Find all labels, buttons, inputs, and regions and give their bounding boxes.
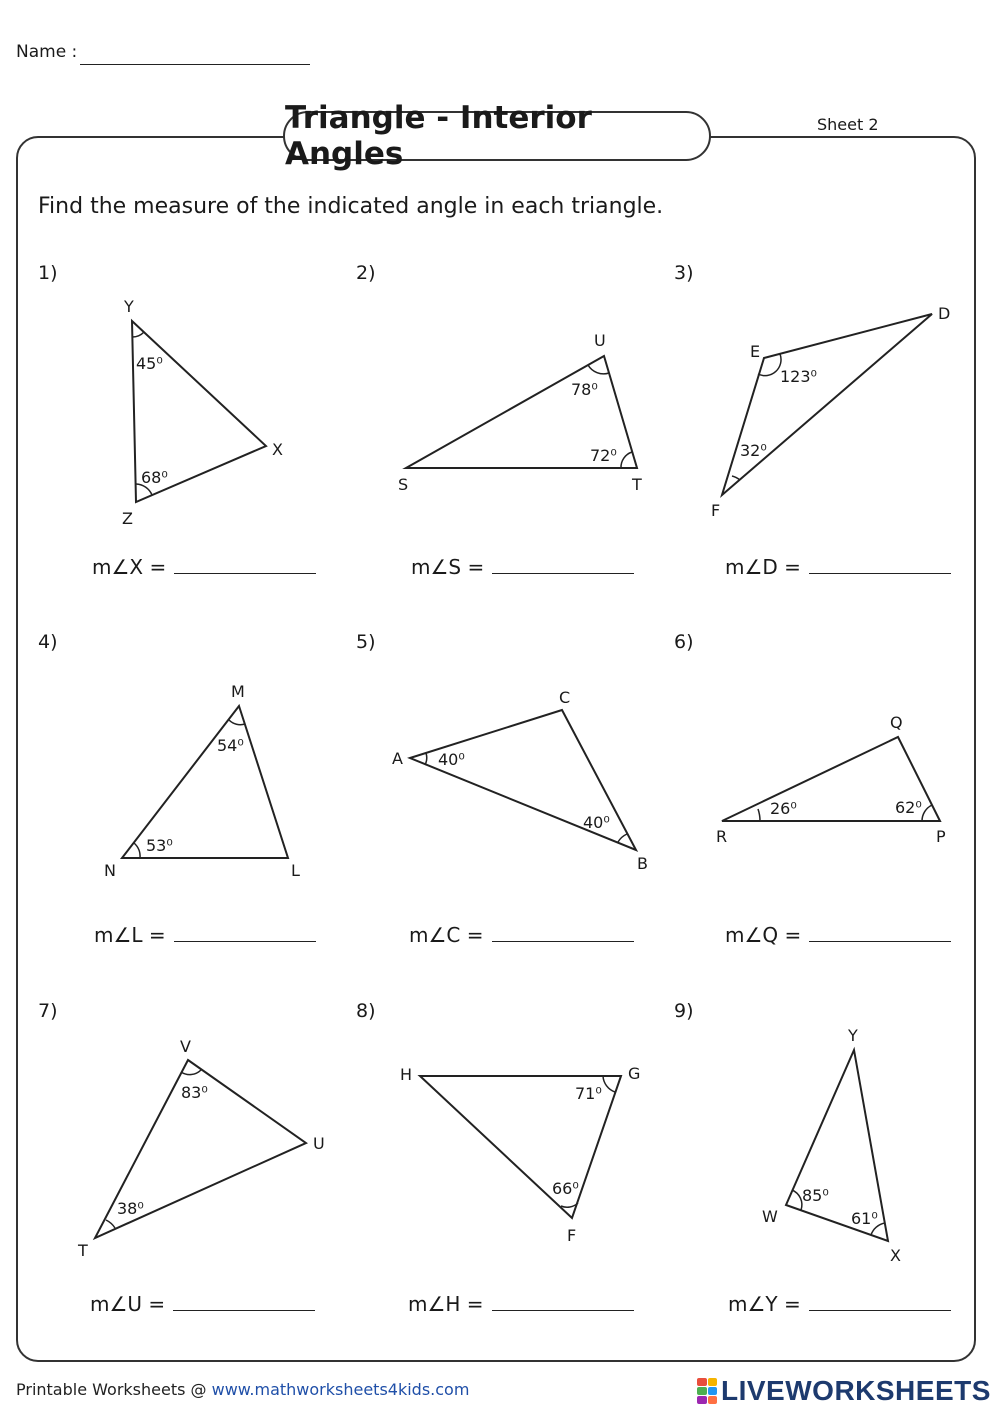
answer-blank[interactable]	[492, 940, 634, 942]
vertex-label: F	[567, 1226, 577, 1245]
vertex-label: U	[313, 1134, 325, 1153]
footer-url-link[interactable]: www.mathworksheets4kids.com	[211, 1380, 470, 1399]
angle-arc	[621, 452, 632, 468]
angle-arc	[618, 834, 627, 842]
answer-row	[725, 923, 951, 947]
answer-blank[interactable]	[809, 940, 951, 942]
vertex-label: B	[637, 854, 648, 873]
answer-label: m∠D =	[725, 555, 801, 579]
angle-arc	[134, 843, 140, 858]
vertex-label: U	[594, 331, 606, 350]
name-label: Name :	[16, 42, 78, 62]
triangle-figure	[356, 1000, 676, 1300]
liveworksheets-logo	[697, 1374, 991, 1408]
problem-number: 7)	[38, 1000, 58, 1022]
problem-3	[674, 262, 994, 627]
vertex-label: T	[632, 475, 642, 494]
footer-credit	[16, 1380, 469, 1399]
problem-number: 3)	[674, 262, 694, 284]
vertex-label: F	[711, 501, 721, 520]
answer-blank[interactable]	[492, 1309, 634, 1311]
vertex-label: X	[890, 1246, 901, 1265]
vertex-label: R	[716, 827, 728, 846]
vertex-label: V	[180, 1037, 191, 1056]
problem-7	[38, 1000, 358, 1365]
answer-blank[interactable]	[809, 572, 951, 574]
vertex-label: D	[938, 304, 951, 323]
answer-blank[interactable]	[174, 940, 316, 942]
angle-arc	[732, 476, 740, 480]
angle-label: 32⁰	[740, 441, 767, 460]
logo-text: LIVEWORKSHEETS	[721, 1375, 991, 1406]
angle-arc	[132, 332, 144, 337]
problem-4	[38, 631, 358, 996]
angle-label: 54⁰	[217, 736, 244, 755]
answer-label: m∠U =	[90, 1292, 166, 1316]
answer-label: m∠L =	[94, 923, 166, 947]
angle-label: 78⁰	[571, 380, 598, 399]
logo-icon	[697, 1378, 717, 1404]
vertex-label: Y	[848, 1026, 858, 1045]
angle-label: 45⁰	[136, 354, 163, 373]
problem-2	[356, 262, 676, 627]
answer-blank[interactable]	[174, 572, 316, 574]
triangle-figure	[674, 1000, 994, 1300]
angle-label: 85⁰	[802, 1186, 829, 1205]
angle-label: 71⁰	[575, 1084, 602, 1103]
triangle-figure	[38, 631, 358, 931]
angle-label: 72⁰	[590, 446, 617, 465]
page-title: Triangle - Interior Angles	[283, 111, 711, 161]
answer-blank[interactable]	[173, 1309, 315, 1311]
vertex-label: L	[291, 861, 300, 880]
problem-6	[674, 631, 994, 996]
answer-label: m∠S =	[411, 555, 485, 579]
triangle-figure	[356, 631, 676, 931]
vertex-label: P	[936, 827, 946, 846]
sheet-label: Sheet 2	[817, 115, 879, 134]
answer-row	[92, 555, 316, 579]
problem-number: 8)	[356, 1000, 376, 1022]
problem-8	[356, 1000, 676, 1365]
problem-number: 2)	[356, 262, 376, 284]
vertex-label: M	[231, 682, 245, 701]
vertex-label: N	[104, 861, 116, 880]
problem-number: 6)	[674, 631, 694, 653]
angle-label: 62⁰	[895, 798, 922, 817]
vertex-label: A	[392, 749, 403, 768]
vertex-label: Y	[124, 297, 134, 316]
vertex-label: X	[272, 440, 283, 459]
vertex-label: W	[762, 1207, 778, 1226]
answer-label: m∠C =	[409, 923, 484, 947]
answer-row	[94, 923, 316, 947]
answer-row	[411, 555, 634, 579]
angle-arc	[603, 1076, 615, 1092]
problem-9	[674, 1000, 994, 1365]
vertex-label: G	[628, 1064, 641, 1083]
angle-arc	[425, 753, 427, 765]
angle-arc	[106, 1220, 115, 1228]
angle-arc	[758, 809, 760, 821]
problem-number: 9)	[674, 1000, 694, 1022]
angle-label: 53⁰	[146, 836, 173, 855]
angle-arc	[588, 365, 609, 374]
instructions: Find the measure of the indicated angle in each triangle.	[38, 194, 664, 219]
angle-label: 40⁰	[438, 750, 465, 769]
answer-label: m∠X =	[92, 555, 167, 579]
angle-label: 68⁰	[141, 468, 168, 487]
triangle-figure	[38, 1000, 358, 1300]
angle-label: 61⁰	[851, 1209, 878, 1228]
angle-label: 26⁰	[770, 799, 797, 818]
vertex-label: C	[559, 688, 571, 707]
problem-5	[356, 631, 676, 996]
angle-label: 38⁰	[117, 1199, 144, 1218]
vertex-label: H	[400, 1065, 413, 1084]
angle-label: 123⁰	[780, 367, 817, 386]
angle-label: 40⁰	[583, 813, 610, 832]
answer-blank[interactable]	[492, 572, 634, 574]
answer-row	[728, 1292, 951, 1316]
name-line	[80, 64, 310, 65]
triangle-figure	[674, 262, 994, 562]
angle-label: 66⁰	[552, 1179, 579, 1198]
answer-row	[409, 923, 634, 947]
answer-row	[725, 555, 951, 579]
vertex-label: S	[398, 475, 409, 494]
triangle-figure	[674, 631, 994, 931]
problem-number: 1)	[38, 262, 58, 284]
triangle-figure	[38, 262, 358, 562]
vertex-label: Z	[122, 509, 133, 528]
answer-blank[interactable]	[809, 1309, 951, 1311]
answer-label: m∠Y =	[728, 1292, 801, 1316]
triangle-figure	[356, 262, 676, 562]
vertex-label: T	[78, 1241, 88, 1260]
problem-number: 4)	[38, 631, 58, 653]
answer-label: m∠Q =	[725, 923, 802, 947]
answer-label: m∠H =	[408, 1292, 484, 1316]
footer-prefix: Printable Worksheets @	[16, 1380, 207, 1399]
answer-row	[90, 1292, 315, 1316]
vertex-label: E	[750, 342, 761, 361]
problem-1	[38, 262, 358, 627]
angle-arc	[922, 805, 932, 821]
vertex-label: Q	[890, 713, 903, 732]
angle-arc	[229, 720, 245, 725]
angle-label: 83⁰	[181, 1083, 208, 1102]
answer-row	[408, 1292, 634, 1316]
angle-arc	[181, 1070, 201, 1075]
problem-number: 5)	[356, 631, 376, 653]
